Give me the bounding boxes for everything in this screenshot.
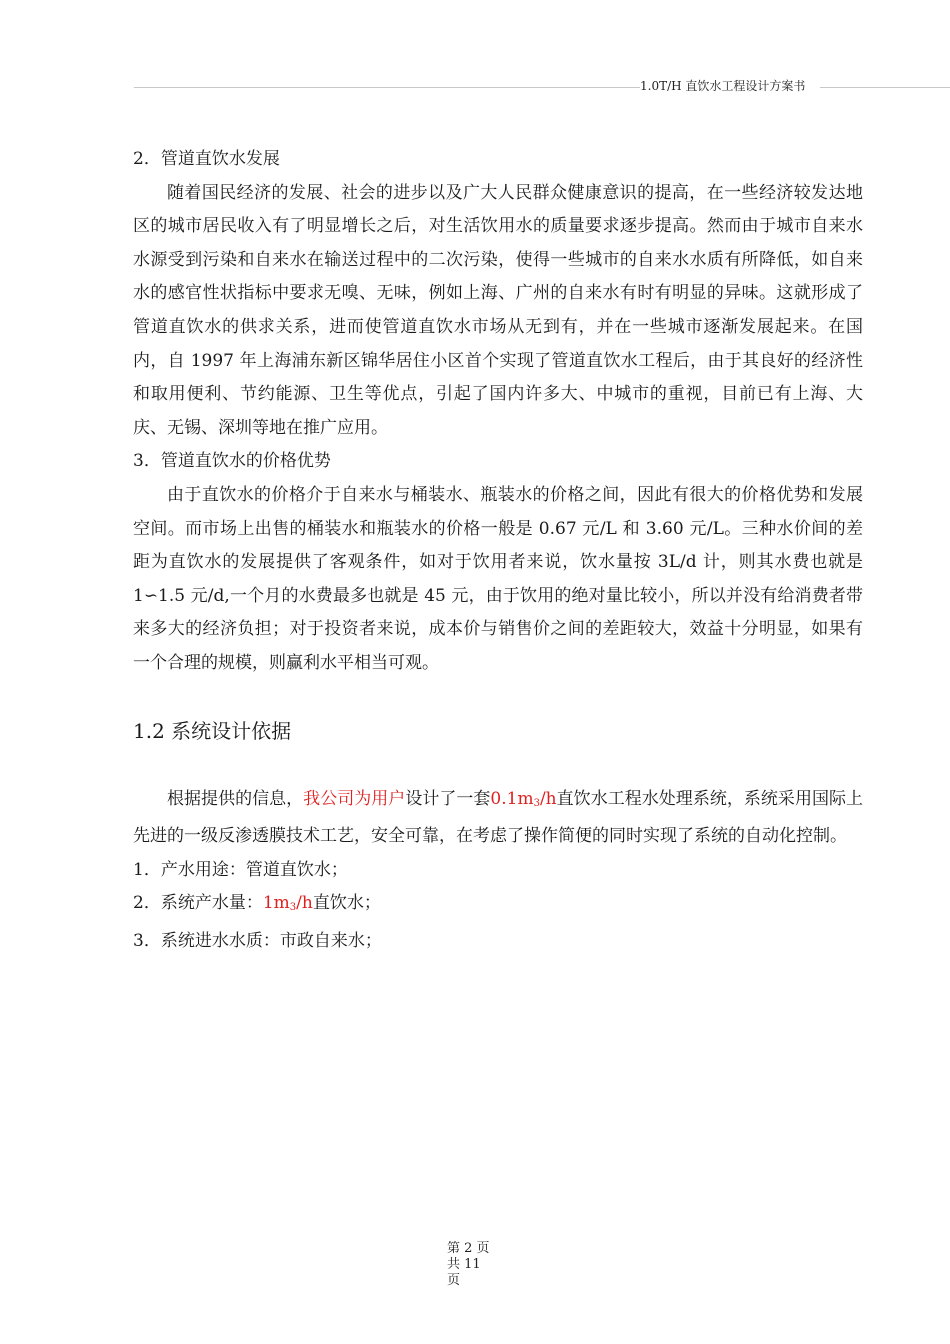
capacity-value: $1m_3/h$ — [262, 893, 313, 914]
section-3-paragraph: 由于直饮水的价格介于自来水与桶装水、瓶装水的价格之间，因此有很大的价格优势和发展空间。而市场上出售的桶装水和瓶装水的价格一般是 0.67 元/L 和 3.60 元/L。三种水价间的差距为直饮水的发展提供了客观条件，如对于饮用者来说，饮水量按 3L/d 计，则其水费也就是 1∽1.5 元/d,一个月的水费最多也就是 45 元，由于饮用的绝对量比较小，所以并没有给消费者带来多大的经济负担；对于投资者来说，成本价与销售价之间的差距较大，效益十分明显，如果有一个合理的规模，则赢利水平相当可观。 — [133, 484, 863, 673]
page-number: 第 2 页 — [447, 1241, 490, 1256]
list-item-3: 3．系统进水水质：市政自来水； — [133, 930, 382, 951]
section-1-2-paragraph — [133, 783, 863, 854]
page-footer — [447, 1241, 507, 1289]
list-item-1: 1．产水用途：管道直饮水； — [133, 859, 348, 880]
list-item-2: 2．系统产水量：$1m_3/h$直饮水； — [133, 893, 381, 914]
section-1-2-heading: 1.2 系统设计依据 — [133, 718, 292, 743]
page-total: 共 11 — [447, 1257, 481, 1272]
page-total-unit: 页 — [447, 1273, 461, 1288]
text-run: 根据提供的信息， — [167, 788, 304, 809]
header-rule — [134, 87, 950, 88]
text-run: 设计了一套 — [405, 788, 491, 809]
section-2-heading: 2．管道直饮水发展 — [133, 149, 280, 169]
section-3-heading: 3．管道直饮水的价格优势 — [133, 451, 331, 472]
section-2-paragraph: 随着国民经济的发展、社会的进步以及广大人民群众健康意识的提高，在一些经济较发达地区的城市居民收入有了明显增长之后，对生活饮用水的质量要求逐步提高。然而由于城市自来水水源受到污染和自来水在输送过程中的二次污染，使得一些城市的自来水水质有所降低，如自来水的感官性状指标中要求无嗅、无味，例如上海、广州的自来水有时有明显的异味。这就形成了管道直饮水的供求关系，进而使管道直饮水市场从无到有，并在一些城市逐渐发展起来。在国内，自 1997 年上海浦东新区锦华居住小区首个实现了管道直饮水工程后，由于其良好的经济性和取用便利、节约能源、卫生等优点，引起了国内许多大、中城市的重视，目前已有上海、大庆、无锡、深圳等地在推广应用。 — [133, 182, 863, 438]
running-header: 1.0T/H 直饮水工程设计方案书 — [640, 79, 820, 94]
flow-rate-value: $0.1m_3/h$ — [490, 788, 557, 809]
text-run: 直饮水工程水处理系统，系统采用国际上先进的一级反渗透膜技术工艺，安全可靠，在考虑了操作简便的同时实现了系统的自动化控制。 — [133, 788, 864, 847]
document-body — [133, 143, 863, 958]
highlighted-text: 我公司为用户 — [303, 788, 406, 809]
